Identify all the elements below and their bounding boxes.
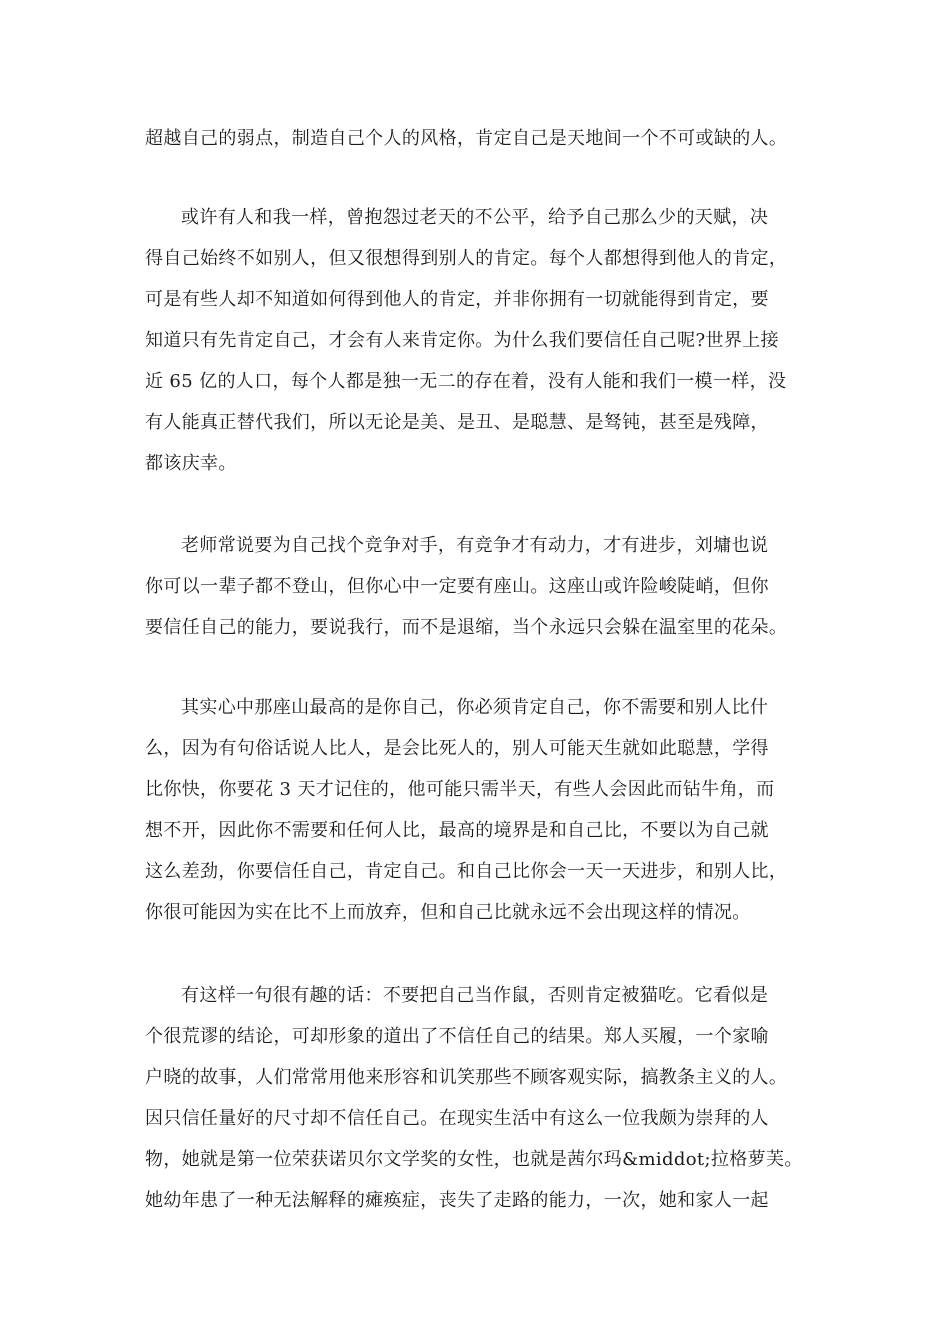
paragraph-4 [145, 687, 810, 933]
text-line: 要信任自己的能力，要说我行，而不是退缩，当个永远只会躲在温室里的花朵。 [145, 617, 788, 638]
text-line: 个很荒谬的结论，可却形象的道出了不信任自己的结果。郑人买履，一个家喻 [145, 1026, 769, 1047]
text-line: 因只信任量好的尺寸却不信任自己。在现实生活中有这么一位我颇为崇拜的人 [145, 1108, 769, 1129]
text-line: 么，因为有句俗话说人比人，是会比死人的，别人可能天生就如此聪慧，学得 [145, 738, 769, 759]
text-line: 都该庆幸。 [145, 453, 237, 474]
paragraph-5 [145, 975, 810, 1221]
text-line: 你很可能因为实在比不上而放弃，但和自己比就永远不会出现这样的情况。 [145, 902, 751, 923]
text-line: 得自己始终不如别人，但又很想得到别人的肯定。每个人都想得到他人的肯定， [145, 248, 788, 269]
text-line: 有人能真正替代我们，所以无论是美、是丑、是聪慧、是驽钝，甚至是残障， [145, 412, 769, 433]
text-line: 可是有些人却不知道如何得到他人的肯定，并非你拥有一切就能得到肯定，要 [145, 289, 769, 310]
text-line: 这么差劲，你要信任自己，肯定自己。和自己比你会一天一天进步，和别人比， [145, 861, 788, 882]
text-line: 想不开，因此你不需要和任何人比，最高的境界是和自己比，不要以为自己就 [145, 820, 769, 841]
paragraph-2 [145, 197, 810, 484]
text-line: 其实心中那座山最高的是你自己，你必须肯定自己，你不需要和别人比什 [181, 697, 769, 718]
text-line: 户晓的故事，人们常常用他来形容和讥笑那些不顾客观实际，搞教条主义的人。 [145, 1067, 788, 1088]
text-line: 近 65 亿的人口，每个人都是独一无二的存在着，没有人能和我们一模一样，没 [145, 371, 787, 392]
text-line: 超越自己的弱点，制造自己个人的风格，肯定自己是天地间一个不可或缺的人。 [145, 128, 788, 149]
text-line: 她幼年患了一种无法解释的瘫痪症，丧失了走路的能力，一次，她和家人一起 [145, 1190, 769, 1211]
text-line: 比你快，你要花 3 天才记住的，他可能只需半天，有些人会因此而钻牛角，而 [145, 779, 775, 800]
text-line: 有这样一句很有趣的话：不要把自己当作鼠，否则肯定被猫吃。它看似是 [181, 985, 769, 1006]
text-line: 老师常说要为自己找个竞争对手，有竞争才有动力，才有进步，刘墉也说 [181, 535, 769, 556]
paragraph-3 [145, 525, 810, 648]
paragraph-1 [145, 118, 810, 159]
text-line: 知道只有先肯定自己，才会有人来肯定你。为什么我们要信任自己呢?世界上接 [145, 330, 779, 351]
text-line: 物，她就是第一位荣获诺贝尔文学奖的女性，也就是茜尔玛&middot;拉格萝芙。 [145, 1149, 803, 1170]
text-line: 你可以一辈子都不登山，但你心中一定要有座山。这座山或许险峻陡峭，但你 [145, 576, 769, 597]
text-line: 或许有人和我一样，曾抱怨过老天的不公平，给予自己那么少的天赋，决 [181, 207, 769, 228]
